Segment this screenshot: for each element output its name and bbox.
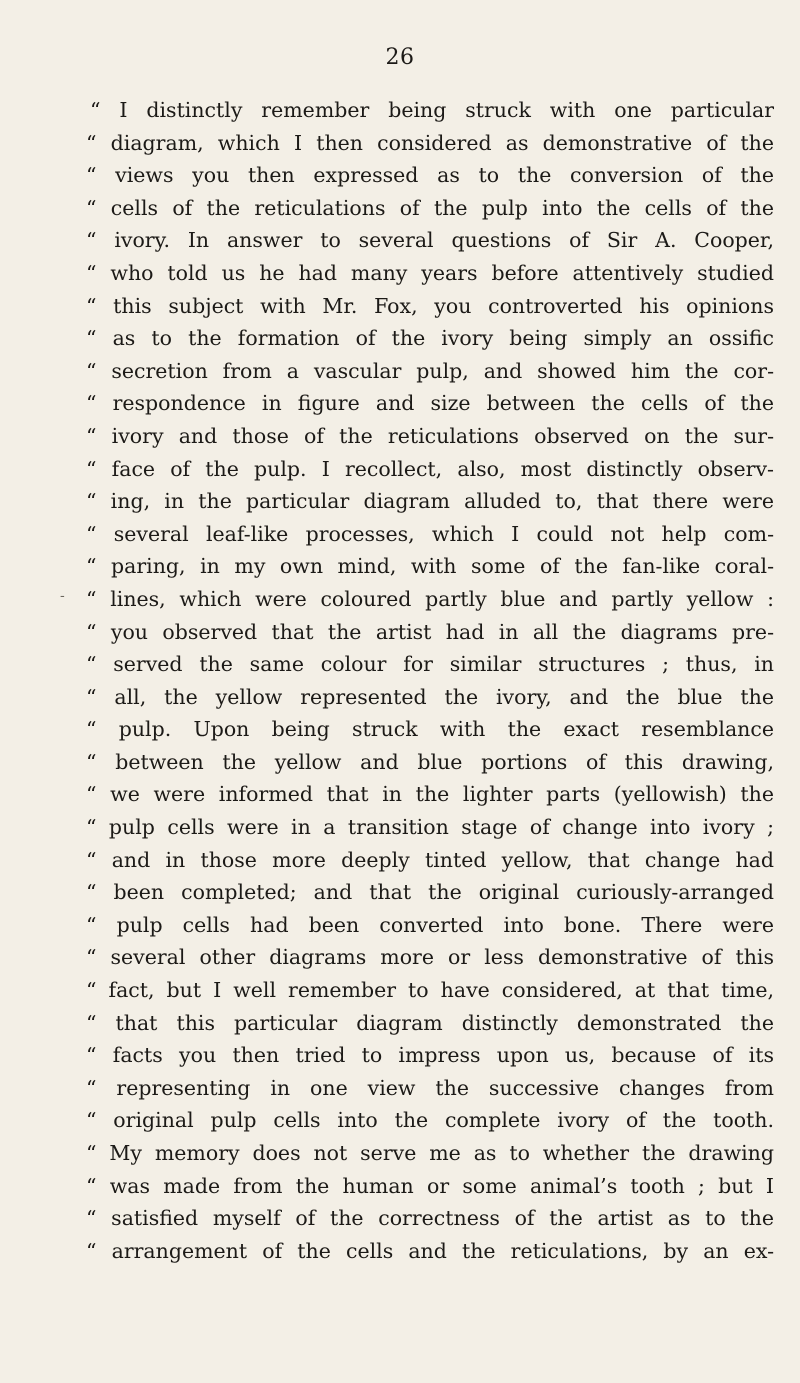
text-line: “ served the same colour for similar structures ; thus, in <box>86 652 774 677</box>
text-line: “ face of the pulp. I recollect, also, most distinctly observ- <box>86 456 774 481</box>
text-line: “ satisfied myself of the correctness of the artist as to the <box>86 1206 774 1231</box>
text-line: “ pulp cells had been converted into bone. There were <box>86 912 774 937</box>
text-line: “ arrangement of the cells and the reticulations, by an ex- <box>86 1238 774 1263</box>
text-line: “ who told us he had many years before attentively studied <box>86 260 774 285</box>
text-line: “ lines, which were coloured partly blue and partly yellow : <box>86 586 774 611</box>
text-line: “ was made from the human or some animal’s tooth ; but I <box>86 1173 774 1198</box>
text-line: “ respondence in figure and size between the cells of the <box>86 391 774 416</box>
text-line: “ ing, in the particular diagram alluded to, that there were <box>86 489 774 514</box>
text-line: “ facts you then tried to impress upon us, because of its <box>86 1043 774 1068</box>
text-line: “ diagram, which I then considered as demonstrative of the <box>86 130 774 155</box>
text-line: “ that this particular diagram distinctly demonstrated the <box>86 1010 774 1035</box>
text-line: “ paring, in my own mind, with some of the fan-like coral- <box>86 554 774 579</box>
text-line: “ pulp. Upon being struck with the exact resemblance <box>86 717 774 742</box>
text-line: “ as to the formation of the ivory being simply an ossific <box>86 326 774 351</box>
text-line: “ this subject with Mr. Fox, you controverted his opinions <box>86 293 774 318</box>
margin-mark: - <box>60 588 65 604</box>
text-line: “ My memory does not serve me as to whether the drawing <box>86 1141 774 1165</box>
text-line: “ ivory. In answer to several questions of Sir A. Cooper, <box>86 228 774 253</box>
text-line: “ all, the yellow represented the ivory, and the blue the <box>86 684 774 709</box>
text-line: “ representing in one view the successive changes from <box>86 1075 774 1100</box>
text-line: “ I distinctly remember being struck with one particular <box>90 98 774 122</box>
text-line: “ ivory and those of the reticulations observed on the sur- <box>86 423 774 448</box>
text-line: “ several leaf-like processes, which I could not help com- <box>86 521 774 546</box>
text-line: “ views you then expressed as to the conversion of the <box>86 163 774 188</box>
text-line: “ several other diagrams more or less demonstrative of this <box>86 945 774 970</box>
text-line: “ original pulp cells into the complete ivory of the tooth. <box>86 1108 774 1133</box>
text-line: “ pulp cells were in a transition stage of change into ivory ; <box>86 815 774 840</box>
text-line: “ been completed; and that the original curiously-arranged <box>86 880 774 905</box>
text-line: “ we were informed that in the lighter parts (yellowish) the <box>86 782 774 807</box>
text-line: “ you observed that the artist had in all the diagrams pre- <box>86 619 774 644</box>
text-line: “ and in those more deeply tinted yellow, that change had <box>86 847 774 872</box>
text-line: “ secretion from a vascular pulp, and showed him the cor- <box>86 358 774 383</box>
text-line: “ cells of the reticulations of the pulp into the cells of the <box>86 195 774 220</box>
text-line: “ between the yellow and blue portions of this drawing, <box>86 749 774 774</box>
text-line: “ fact, but I well remember to have considered, at that time, <box>86 978 774 1003</box>
page-number: 26 <box>385 45 415 70</box>
body-text <box>86 94 774 1267</box>
